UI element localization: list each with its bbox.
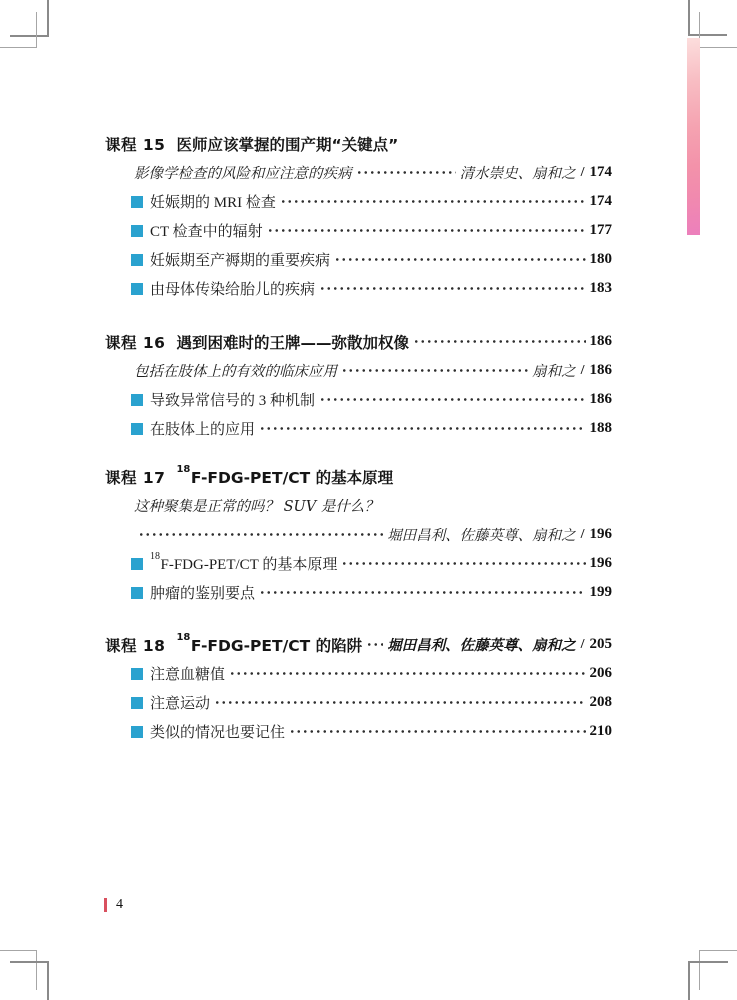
section-title: $^{18}$F-FDG-PET/CT 的基本原理 xyxy=(176,464,394,487)
section-number: 课程 16 xyxy=(105,333,166,352)
bullet-square-icon xyxy=(131,254,143,266)
toc-entry xyxy=(105,245,612,274)
toc-entry xyxy=(105,717,612,746)
toc-entry xyxy=(105,216,612,245)
crop-mark-top-right-inner-icon xyxy=(699,12,737,48)
isotope-superscript: 18 xyxy=(176,632,191,644)
page-ref: 196 xyxy=(589,526,612,542)
dot-leader xyxy=(356,158,456,187)
section-title: $^{18}$F-FDG-PET/CT 的陷阱 xyxy=(176,632,363,655)
page-ref: 180 xyxy=(589,251,612,267)
toc-entry xyxy=(105,274,612,303)
bullet-square-icon xyxy=(131,668,143,680)
author-page-separator: / xyxy=(580,526,585,542)
entry-label: 包括在肢体上的有效的临床应用 xyxy=(134,364,337,380)
section-heading xyxy=(105,327,612,356)
dot-leader xyxy=(259,578,585,607)
subtitle-text: 这种聚集是正常的吗？ SUV 是什么？ xyxy=(134,499,379,515)
toc-section-18 xyxy=(105,630,612,746)
dot-leader xyxy=(289,717,585,746)
page-ref: 174 xyxy=(589,164,612,180)
pink-gradient-bar xyxy=(687,38,700,235)
section-number: 课程 15 xyxy=(105,135,166,154)
dot-leader xyxy=(229,659,585,688)
bullet-square-icon xyxy=(131,423,143,435)
dot-leader xyxy=(366,630,383,659)
toc-section-16 xyxy=(105,327,612,443)
bullet-square-icon xyxy=(131,558,143,570)
section-title: 遇到困难时的王牌——弥散加权像 xyxy=(176,333,409,352)
crop-mark-bottom-right-outer-icon xyxy=(688,961,728,1000)
section-number: 课程 17 xyxy=(105,468,166,487)
page-ref: 188 xyxy=(589,420,612,436)
entry-label: 在肢体上的应用 xyxy=(150,422,256,438)
bullet-square-icon xyxy=(131,225,143,237)
toc-entry xyxy=(105,578,612,607)
bullet-square-icon xyxy=(131,726,143,738)
section-subtitle xyxy=(105,491,612,520)
author-page-separator: / xyxy=(580,362,585,378)
author-names: 堀田昌利、佐藤英尊、扇和之 xyxy=(387,637,576,654)
toc-entry xyxy=(105,659,612,688)
toc-entry xyxy=(105,688,612,717)
entry-label: 影像学检查的风险和应注意的疾病 xyxy=(134,166,352,182)
dot-leader xyxy=(280,187,586,216)
entry-label: 由母体传染给胎儿的疾病 xyxy=(150,282,316,298)
dot-leader xyxy=(214,688,585,717)
toc-entry xyxy=(105,187,612,216)
section-number: 课程 18 xyxy=(105,636,166,655)
dot-leader xyxy=(341,356,528,385)
page-number: 4 xyxy=(116,897,123,912)
entry-label: 注意运动 xyxy=(150,696,211,712)
page-ref: 208 xyxy=(589,694,612,710)
crop-mark-bottom-left-outer-icon xyxy=(10,961,49,1000)
toc-entry xyxy=(105,158,612,187)
page-footer xyxy=(104,896,123,914)
page-ref: 186 xyxy=(589,333,612,349)
author-names: 堀田昌利、佐藤英尊、扇和之 xyxy=(387,528,576,544)
bullet-square-icon xyxy=(131,697,143,709)
section-heading xyxy=(105,462,612,491)
section-heading xyxy=(105,630,612,659)
page-ref: 177 xyxy=(589,222,612,238)
entry-label: 导致异常信号的 3 种机制 xyxy=(150,393,316,409)
table-of-contents xyxy=(105,129,612,746)
entry-label: 肿瘤的鉴别要点 xyxy=(150,586,256,602)
section-title: 医师应该掌握的围产期“关键点” xyxy=(176,135,399,154)
dot-leader xyxy=(319,385,585,414)
toc-entry xyxy=(105,414,612,443)
entry-label: CT 检查中的辐射 xyxy=(150,224,263,240)
entry-label: 妊娠期至产褥期的重要疾病 xyxy=(150,253,331,269)
bullet-square-icon xyxy=(131,587,143,599)
page-ref: 183 xyxy=(589,280,612,296)
dot-leader xyxy=(138,520,383,549)
entry-label: 类似的情况也要记住 xyxy=(150,725,286,741)
toc-entry xyxy=(105,549,612,578)
entry-label: 注意血糖值 xyxy=(150,667,226,683)
dot-leader xyxy=(319,274,585,303)
isotope-superscript: 18 xyxy=(176,464,191,476)
toc-entry xyxy=(105,356,612,385)
dot-leader xyxy=(259,414,585,443)
author-names: 扇和之 xyxy=(532,364,576,380)
page-ref: 196 xyxy=(589,555,612,571)
page-ref: 210 xyxy=(589,723,612,739)
page-ref: 206 xyxy=(589,665,612,681)
entry-label: 妊娠期的 MRI 检查 xyxy=(150,195,276,211)
author-page-separator: / xyxy=(580,164,585,180)
bullet-square-icon xyxy=(131,283,143,295)
dot-leader xyxy=(334,245,585,274)
toc-entry xyxy=(105,385,612,414)
isotope-superscript: 18 xyxy=(150,551,160,562)
dot-leader xyxy=(267,216,586,245)
crop-mark-top-left-inner-icon xyxy=(0,12,37,48)
page-ref: 199 xyxy=(589,584,612,600)
author-names: 清水崇史、扇和之 xyxy=(459,166,576,182)
page-ref: 174 xyxy=(589,193,612,209)
entry-label: $^{18}$F-FDG-PET/CT 的基本原理 xyxy=(150,551,338,573)
author-page-separator: / xyxy=(580,636,585,652)
page-ref: 186 xyxy=(589,391,612,407)
dot-leader xyxy=(341,549,585,578)
page-ref: 186 xyxy=(589,362,612,378)
section-heading xyxy=(105,129,612,158)
dot-leader xyxy=(413,327,586,356)
toc-section-17 xyxy=(105,462,612,607)
page-ref: 205 xyxy=(589,636,612,652)
bullet-square-icon xyxy=(131,196,143,208)
toc-section-15 xyxy=(105,129,612,303)
toc-entry xyxy=(105,520,612,549)
red-accent-bar-icon xyxy=(104,898,107,912)
bullet-square-icon xyxy=(131,394,143,406)
